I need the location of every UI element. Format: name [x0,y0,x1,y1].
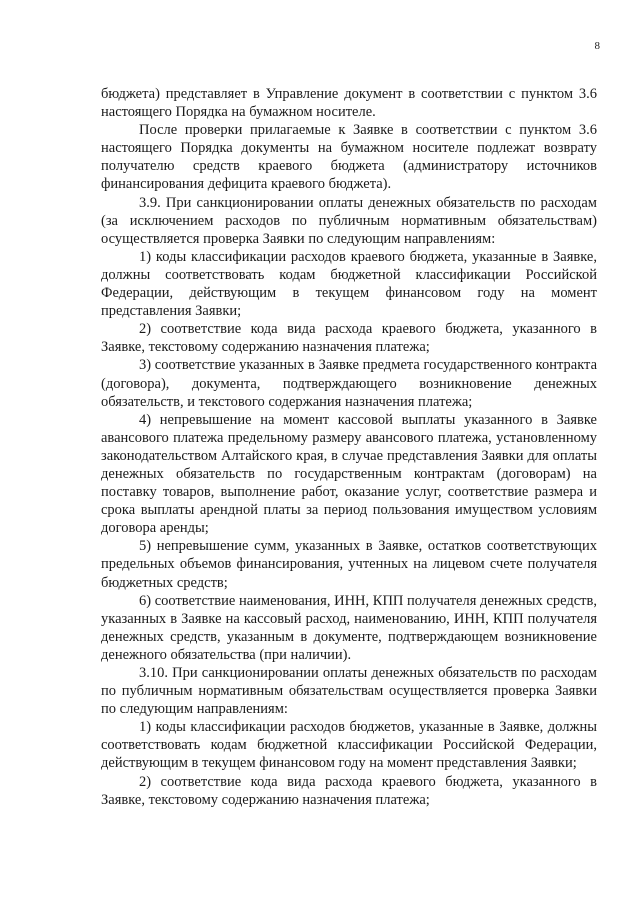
list-item-3-9-5: 5) непревышение сумм, указанных в Заявке, остатков соответствующих предельных объемов финансирования, учтенных на лицевом счете получателя бюджетных средств; [101,538,597,591]
list-item-3-9-2: 2) соответствие кода вида расхода краевого бюджета, указанного в Заявке, текстовому содержанию назначения платежа; [101,321,597,356]
page-number: 8 [594,40,600,52]
paragraph-continuation: бюджета) представляет в Управление документ в соответствии с пунктом 3.6 настоящего Порядка на бумажном носителе. [101,86,597,121]
list-item-3-10-2: 2) соответствие кода вида расхода краевого бюджета, указанного в Заявке, текстовому содержанию назначения платежа; [101,773,597,808]
list-item-3-9-6: 6) соответствие наименования, ИНН, КПП получателя денежных средств, указанных в Заявке на кассовый расход, наименованию, ИНН, КПП получателя денежных средств, указанным в документе, подтверждающем возникновение денежного обязательства (при наличии). [101,592,597,663]
list-item-3-10-1: 1) коды классификации расходов бюджетов, указанные в Заявке, должны соответствовать кодам бюджетной классификации Российской Федерации, действующим в текущем финансовом году на момент представления Заявки; [101,719,597,772]
list-item-3-9-1: 1) коды классификации расходов краевого бюджета, указанные в Заявке, должны соответствовать кодам бюджетной классификации Российской Федерации, действующим в текущем финансовом году на момент представления Заявки; [101,248,597,320]
paragraph-documents-return: После проверки прилагаемые к Заявке в соответствии с пунктом 3.6 настоящего Порядка документы на бумажном носителе подлежат возврату получателю средств краевого бюджета (администратору источников финансирования дефицита краевого бюджета). [101,122,597,193]
list-item-3-9-4: 4) непревышение на момент кассовой выплаты указанного в Заявке авансового платежа предельному размеру авансового платежа, установленному законодательством Алтайского края, в случае представления Заявки для оплаты денежных обязательств по государственным контрактам (договорам) на поставку товаров, выполнение работ, оказание услуг, соответствие размера и срока выплаты арендной платы за период пользования имуществом условиям договора аренды; [101,411,597,537]
document-body [101,85,597,809]
paragraph-section-3-9: 3.9. При санкционировании оплаты денежных обязательств по расходам (за исключением расходов по публичным нормативным обязательствам) осуществляется проверка Заявки по следующим направлениям: [101,194,597,247]
paragraph-section-3-10: 3.10. При санкционировании оплаты денежных обязательств по расходам по публичным нормативным обязательствам осуществляется проверка Заявки по следующим направлениям: [101,665,597,718]
list-item-3-9-3: 3) соответствие указанных в Заявке предмета государственного контракта (договора), документа, подтверждающего возникновение денежных обязательств, и текстового содержания назначения платежа; [101,357,597,410]
